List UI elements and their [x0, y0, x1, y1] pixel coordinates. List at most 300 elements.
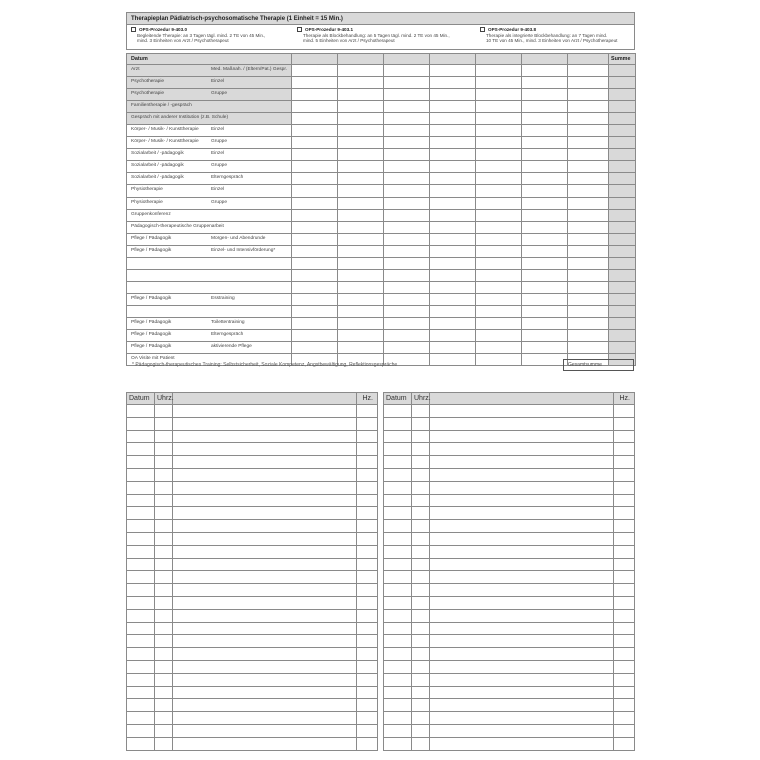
- entry-cell[interactable]: [384, 161, 430, 173]
- log-note-cell[interactable]: [173, 417, 357, 430]
- log-note-cell[interactable]: [173, 456, 357, 469]
- log-time-cell[interactable]: [412, 596, 430, 609]
- entry-cell[interactable]: [430, 113, 476, 125]
- log-date-cell[interactable]: [127, 520, 155, 533]
- log-note-cell[interactable]: [430, 596, 614, 609]
- log-date-cell[interactable]: [384, 724, 412, 737]
- entry-cell[interactable]: [430, 125, 476, 137]
- log-hz-cell[interactable]: [357, 712, 378, 725]
- entry-cell[interactable]: [476, 197, 522, 209]
- log-time-cell[interactable]: [412, 635, 430, 648]
- log-time-cell[interactable]: [412, 468, 430, 481]
- log-time-cell[interactable]: [155, 596, 173, 609]
- entry-cell[interactable]: [476, 77, 522, 89]
- log-note-cell[interactable]: [173, 673, 357, 686]
- log-hz-cell[interactable]: [357, 430, 378, 443]
- entry-cell[interactable]: [568, 101, 609, 113]
- entry-cell[interactable]: [384, 125, 430, 137]
- entry-cell[interactable]: [568, 89, 609, 101]
- log-note-cell[interactable]: [173, 648, 357, 661]
- log-date-cell[interactable]: [127, 456, 155, 469]
- log-note-cell[interactable]: [430, 520, 614, 533]
- summe-cell[interactable]: [609, 125, 636, 137]
- entry-cell[interactable]: [384, 173, 430, 185]
- log-date-cell[interactable]: [127, 648, 155, 661]
- log-date-cell[interactable]: [127, 737, 155, 750]
- entry-cell[interactable]: [430, 173, 476, 185]
- entry-cell[interactable]: [384, 65, 430, 77]
- log-hz-cell[interactable]: [357, 737, 378, 750]
- log-hz-cell[interactable]: [357, 456, 378, 469]
- summe-cell[interactable]: [609, 281, 636, 293]
- entry-cell[interactable]: [522, 197, 568, 209]
- log-time-cell[interactable]: [412, 584, 430, 597]
- log-hz-cell[interactable]: [614, 430, 635, 443]
- log-date-cell[interactable]: [384, 737, 412, 750]
- log-time-cell[interactable]: [412, 494, 430, 507]
- entry-cell[interactable]: [476, 65, 522, 77]
- log-note-cell[interactable]: [173, 532, 357, 545]
- log-date-cell[interactable]: [384, 430, 412, 443]
- log-hz-cell[interactable]: [357, 443, 378, 456]
- log-note-cell[interactable]: [173, 430, 357, 443]
- entry-cell[interactable]: [292, 113, 338, 125]
- log-date-cell[interactable]: [127, 481, 155, 494]
- entry-cell[interactable]: [292, 281, 338, 293]
- log-time-cell[interactable]: [412, 417, 430, 430]
- log-date-cell[interactable]: [384, 712, 412, 725]
- log-date-cell[interactable]: [384, 443, 412, 456]
- log-time-cell[interactable]: [155, 417, 173, 430]
- log-time-cell[interactable]: [412, 545, 430, 558]
- log-hz-cell[interactable]: [614, 571, 635, 584]
- entry-cell[interactable]: [522, 101, 568, 113]
- log-date-cell[interactable]: [384, 609, 412, 622]
- entry-cell[interactable]: [476, 293, 522, 305]
- entry-cell[interactable]: [338, 245, 384, 257]
- summe-cell[interactable]: [609, 305, 636, 317]
- log-date-cell[interactable]: [384, 622, 412, 635]
- log-date-cell[interactable]: [127, 622, 155, 635]
- entry-cell[interactable]: [568, 197, 609, 209]
- date-header-cell[interactable]: [384, 54, 430, 65]
- log-hz-cell[interactable]: [357, 622, 378, 635]
- log-date-cell[interactable]: [384, 596, 412, 609]
- entry-cell[interactable]: [292, 305, 338, 317]
- entry-cell[interactable]: [568, 281, 609, 293]
- summe-cell[interactable]: [609, 317, 636, 329]
- entry-cell[interactable]: [568, 305, 609, 317]
- entry-cell[interactable]: [292, 149, 338, 161]
- entry-cell[interactable]: [430, 257, 476, 269]
- log-time-cell[interactable]: [412, 609, 430, 622]
- log-note-cell[interactable]: [173, 468, 357, 481]
- log-date-cell[interactable]: [384, 558, 412, 571]
- summe-cell[interactable]: [609, 161, 636, 173]
- log-date-cell[interactable]: [384, 699, 412, 712]
- log-time-cell[interactable]: [412, 520, 430, 533]
- entry-cell[interactable]: [430, 233, 476, 245]
- entry-cell[interactable]: [568, 233, 609, 245]
- log-time-cell[interactable]: [412, 456, 430, 469]
- entry-cell[interactable]: [476, 209, 522, 221]
- log-hz-cell[interactable]: [357, 417, 378, 430]
- entry-cell[interactable]: [338, 221, 384, 233]
- entry-cell[interactable]: [430, 197, 476, 209]
- entry-cell[interactable]: [476, 221, 522, 233]
- log-hz-cell[interactable]: [614, 635, 635, 648]
- log-time-cell[interactable]: [412, 699, 430, 712]
- entry-cell[interactable]: [568, 293, 609, 305]
- log-hz-cell[interactable]: [614, 532, 635, 545]
- entry-cell[interactable]: [568, 185, 609, 197]
- log-date-cell[interactable]: [384, 635, 412, 648]
- entry-cell[interactable]: [292, 101, 338, 113]
- log-time-cell[interactable]: [155, 456, 173, 469]
- log-time-cell[interactable]: [155, 494, 173, 507]
- entry-cell[interactable]: [476, 342, 522, 354]
- log-hz-cell[interactable]: [614, 724, 635, 737]
- entry-cell[interactable]: [476, 185, 522, 197]
- log-date-cell[interactable]: [127, 545, 155, 558]
- log-hz-cell[interactable]: [357, 532, 378, 545]
- entry-cell[interactable]: [476, 89, 522, 101]
- entry-cell[interactable]: [568, 317, 609, 329]
- date-header-cell[interactable]: [292, 54, 338, 65]
- entry-cell[interactable]: [338, 65, 384, 77]
- entry-cell[interactable]: [338, 233, 384, 245]
- entry-cell[interactable]: [568, 209, 609, 221]
- log-time-cell[interactable]: [412, 660, 430, 673]
- log-note-cell[interactable]: [430, 648, 614, 661]
- entry-cell[interactable]: [568, 269, 609, 281]
- log-date-cell[interactable]: [384, 417, 412, 430]
- entry-cell[interactable]: [568, 173, 609, 185]
- log-note-cell[interactable]: [173, 405, 357, 418]
- log-hz-cell[interactable]: [357, 571, 378, 584]
- entry-cell[interactable]: [430, 161, 476, 173]
- entry-cell[interactable]: [338, 293, 384, 305]
- entry-cell[interactable]: [430, 281, 476, 293]
- log-time-cell[interactable]: [155, 468, 173, 481]
- log-note-cell[interactable]: [430, 417, 614, 430]
- log-time-cell[interactable]: [412, 724, 430, 737]
- log-note-cell[interactable]: [173, 712, 357, 725]
- entry-cell[interactable]: [522, 77, 568, 89]
- summe-cell[interactable]: [609, 65, 636, 77]
- log-note-cell[interactable]: [430, 532, 614, 545]
- entry-cell[interactable]: [430, 89, 476, 101]
- entry-cell[interactable]: [338, 89, 384, 101]
- log-hz-cell[interactable]: [614, 520, 635, 533]
- summe-cell[interactable]: [609, 77, 636, 89]
- summe-cell[interactable]: [609, 269, 636, 281]
- log-date-cell[interactable]: [127, 443, 155, 456]
- entry-cell[interactable]: [476, 305, 522, 317]
- entry-cell[interactable]: [476, 113, 522, 125]
- log-time-cell[interactable]: [155, 686, 173, 699]
- entry-cell[interactable]: [292, 233, 338, 245]
- log-date-cell[interactable]: [127, 430, 155, 443]
- log-hz-cell[interactable]: [614, 456, 635, 469]
- log-date-cell[interactable]: [384, 648, 412, 661]
- entry-cell[interactable]: [430, 221, 476, 233]
- entry-cell[interactable]: [292, 330, 338, 342]
- log-date-cell[interactable]: [384, 468, 412, 481]
- log-time-cell[interactable]: [412, 737, 430, 750]
- log-time-cell[interactable]: [412, 712, 430, 725]
- entry-cell[interactable]: [338, 161, 384, 173]
- entry-cell[interactable]: [338, 281, 384, 293]
- log-date-cell[interactable]: [384, 481, 412, 494]
- log-note-cell[interactable]: [173, 686, 357, 699]
- entry-cell[interactable]: [338, 125, 384, 137]
- log-date-cell[interactable]: [384, 494, 412, 507]
- entry-cell[interactable]: [384, 293, 430, 305]
- entry-cell[interactable]: [522, 293, 568, 305]
- log-hz-cell[interactable]: [614, 558, 635, 571]
- log-note-cell[interactable]: [430, 660, 614, 673]
- entry-cell[interactable]: [568, 330, 609, 342]
- log-time-cell[interactable]: [155, 724, 173, 737]
- log-hz-cell[interactable]: [614, 507, 635, 520]
- ops-option-3[interactable]: [480, 27, 632, 44]
- log-date-cell[interactable]: [384, 686, 412, 699]
- log-note-cell[interactable]: [430, 494, 614, 507]
- log-time-cell[interactable]: [155, 507, 173, 520]
- entry-cell[interactable]: [292, 161, 338, 173]
- entry-cell[interactable]: [568, 77, 609, 89]
- log-hz-cell[interactable]: [614, 673, 635, 686]
- entry-cell[interactable]: [338, 257, 384, 269]
- summe-cell[interactable]: [609, 185, 636, 197]
- summe-cell[interactable]: [609, 149, 636, 161]
- date-header-cell[interactable]: [476, 54, 522, 65]
- log-note-cell[interactable]: [430, 673, 614, 686]
- date-header-cell[interactable]: [568, 54, 609, 65]
- log-hz-cell[interactable]: [357, 596, 378, 609]
- log-time-cell[interactable]: [155, 532, 173, 545]
- log-note-cell[interactable]: [430, 405, 614, 418]
- log-time-cell[interactable]: [155, 443, 173, 456]
- log-hz-cell[interactable]: [357, 494, 378, 507]
- log-time-cell[interactable]: [155, 635, 173, 648]
- log-time-cell[interactable]: [412, 443, 430, 456]
- summe-cell[interactable]: [609, 209, 636, 221]
- log-date-cell[interactable]: [127, 699, 155, 712]
- entry-cell[interactable]: [568, 113, 609, 125]
- log-hz-cell[interactable]: [357, 686, 378, 699]
- entry-cell[interactable]: [338, 149, 384, 161]
- entry-cell[interactable]: [292, 65, 338, 77]
- log-hz-cell[interactable]: [357, 558, 378, 571]
- entry-cell[interactable]: [292, 209, 338, 221]
- entry-cell[interactable]: [522, 137, 568, 149]
- log-hz-cell[interactable]: [357, 545, 378, 558]
- entry-cell[interactable]: [430, 209, 476, 221]
- entry-cell[interactable]: [476, 233, 522, 245]
- entry-cell[interactable]: [430, 101, 476, 113]
- entry-cell[interactable]: [384, 281, 430, 293]
- entry-cell[interactable]: [476, 354, 522, 366]
- entry-cell[interactable]: [338, 185, 384, 197]
- entry-cell[interactable]: [338, 269, 384, 281]
- entry-cell[interactable]: [430, 305, 476, 317]
- entry-cell[interactable]: [384, 245, 430, 257]
- entry-cell[interactable]: [338, 137, 384, 149]
- entry-cell[interactable]: [522, 305, 568, 317]
- entry-cell[interactable]: [430, 149, 476, 161]
- log-note-cell[interactable]: [173, 724, 357, 737]
- log-hz-cell[interactable]: [614, 609, 635, 622]
- log-time-cell[interactable]: [155, 660, 173, 673]
- log-note-cell[interactable]: [430, 699, 614, 712]
- log-date-cell[interactable]: [127, 635, 155, 648]
- log-note-cell[interactable]: [173, 584, 357, 597]
- checkbox-icon[interactable]: [131, 27, 136, 32]
- entry-cell[interactable]: [384, 89, 430, 101]
- entry-cell[interactable]: [522, 245, 568, 257]
- entry-cell[interactable]: [292, 257, 338, 269]
- entry-cell[interactable]: [384, 77, 430, 89]
- log-hz-cell[interactable]: [614, 660, 635, 673]
- entry-cell[interactable]: [430, 137, 476, 149]
- ops-option-1[interactable]: [131, 27, 301, 44]
- entry-cell[interactable]: [568, 137, 609, 149]
- log-time-cell[interactable]: [155, 520, 173, 533]
- entry-cell[interactable]: [568, 257, 609, 269]
- entry-cell[interactable]: [522, 173, 568, 185]
- entry-cell[interactable]: [384, 330, 430, 342]
- entry-cell[interactable]: [384, 113, 430, 125]
- log-date-cell[interactable]: [127, 724, 155, 737]
- entry-cell[interactable]: [430, 77, 476, 89]
- log-date-cell[interactable]: [127, 686, 155, 699]
- entry-cell[interactable]: [292, 137, 338, 149]
- log-time-cell[interactable]: [155, 430, 173, 443]
- log-note-cell[interactable]: [173, 596, 357, 609]
- entry-cell[interactable]: [522, 161, 568, 173]
- entry-cell[interactable]: [292, 317, 338, 329]
- log-note-cell[interactable]: [430, 635, 614, 648]
- log-date-cell[interactable]: [384, 545, 412, 558]
- entry-cell[interactable]: [476, 281, 522, 293]
- summe-cell[interactable]: [609, 137, 636, 149]
- log-note-cell[interactable]: [430, 712, 614, 725]
- log-time-cell[interactable]: [412, 405, 430, 418]
- entry-cell[interactable]: [430, 245, 476, 257]
- log-time-cell[interactable]: [412, 430, 430, 443]
- entry-cell[interactable]: [522, 185, 568, 197]
- summe-cell[interactable]: [609, 330, 636, 342]
- entry-cell[interactable]: [476, 101, 522, 113]
- log-note-cell[interactable]: [430, 737, 614, 750]
- log-date-cell[interactable]: [127, 673, 155, 686]
- log-time-cell[interactable]: [155, 622, 173, 635]
- log-hz-cell[interactable]: [357, 699, 378, 712]
- entry-cell[interactable]: [522, 257, 568, 269]
- summe-cell[interactable]: [609, 293, 636, 305]
- log-note-cell[interactable]: [173, 635, 357, 648]
- log-hz-cell[interactable]: [357, 673, 378, 686]
- entry-cell[interactable]: [430, 185, 476, 197]
- log-hz-cell[interactable]: [614, 417, 635, 430]
- log-time-cell[interactable]: [155, 571, 173, 584]
- log-date-cell[interactable]: [384, 660, 412, 673]
- log-hz-cell[interactable]: [614, 648, 635, 661]
- log-note-cell[interactable]: [173, 494, 357, 507]
- entry-cell[interactable]: [292, 197, 338, 209]
- entry-cell[interactable]: [384, 233, 430, 245]
- log-note-cell[interactable]: [430, 686, 614, 699]
- entry-cell[interactable]: [292, 269, 338, 281]
- summe-cell[interactable]: [609, 101, 636, 113]
- log-note-cell[interactable]: [173, 571, 357, 584]
- log-note-cell[interactable]: [430, 584, 614, 597]
- log-time-cell[interactable]: [155, 609, 173, 622]
- log-date-cell[interactable]: [384, 673, 412, 686]
- log-note-cell[interactable]: [173, 481, 357, 494]
- date-header-cell[interactable]: [338, 54, 384, 65]
- log-note-cell[interactable]: [430, 622, 614, 635]
- log-date-cell[interactable]: [127, 584, 155, 597]
- ops-option-2[interactable]: [297, 27, 467, 44]
- log-hz-cell[interactable]: [614, 405, 635, 418]
- log-date-cell[interactable]: [384, 532, 412, 545]
- entry-cell[interactable]: [338, 101, 384, 113]
- log-time-cell[interactable]: [155, 648, 173, 661]
- entry-cell[interactable]: [568, 342, 609, 354]
- entry-cell[interactable]: [292, 173, 338, 185]
- log-time-cell[interactable]: [412, 673, 430, 686]
- log-time-cell[interactable]: [155, 405, 173, 418]
- entry-cell[interactable]: [338, 77, 384, 89]
- log-hz-cell[interactable]: [614, 737, 635, 750]
- log-hz-cell[interactable]: [614, 443, 635, 456]
- entry-cell[interactable]: [522, 342, 568, 354]
- entry-cell[interactable]: [430, 317, 476, 329]
- entry-cell[interactable]: [522, 281, 568, 293]
- log-hz-cell[interactable]: [614, 481, 635, 494]
- entry-cell[interactable]: [476, 269, 522, 281]
- entry-cell[interactable]: [568, 125, 609, 137]
- log-hz-cell[interactable]: [357, 660, 378, 673]
- log-note-cell[interactable]: [430, 571, 614, 584]
- log-note-cell[interactable]: [430, 558, 614, 571]
- entry-cell[interactable]: [476, 125, 522, 137]
- log-date-cell[interactable]: [127, 507, 155, 520]
- log-time-cell[interactable]: [412, 571, 430, 584]
- log-note-cell[interactable]: [173, 507, 357, 520]
- log-note-cell[interactable]: [173, 699, 357, 712]
- entry-cell[interactable]: [384, 305, 430, 317]
- log-time-cell[interactable]: [412, 622, 430, 635]
- log-note-cell[interactable]: [430, 456, 614, 469]
- checkbox-icon[interactable]: [297, 27, 302, 32]
- entry-cell[interactable]: [522, 317, 568, 329]
- log-date-cell[interactable]: [384, 520, 412, 533]
- entry-cell[interactable]: [384, 209, 430, 221]
- entry-cell[interactable]: [292, 293, 338, 305]
- entry-cell[interactable]: [522, 89, 568, 101]
- log-note-cell[interactable]: [173, 558, 357, 571]
- entry-cell[interactable]: [476, 149, 522, 161]
- entry-cell[interactable]: [384, 149, 430, 161]
- entry-cell[interactable]: [338, 342, 384, 354]
- log-time-cell[interactable]: [155, 584, 173, 597]
- log-hz-cell[interactable]: [614, 584, 635, 597]
- entry-cell[interactable]: [430, 330, 476, 342]
